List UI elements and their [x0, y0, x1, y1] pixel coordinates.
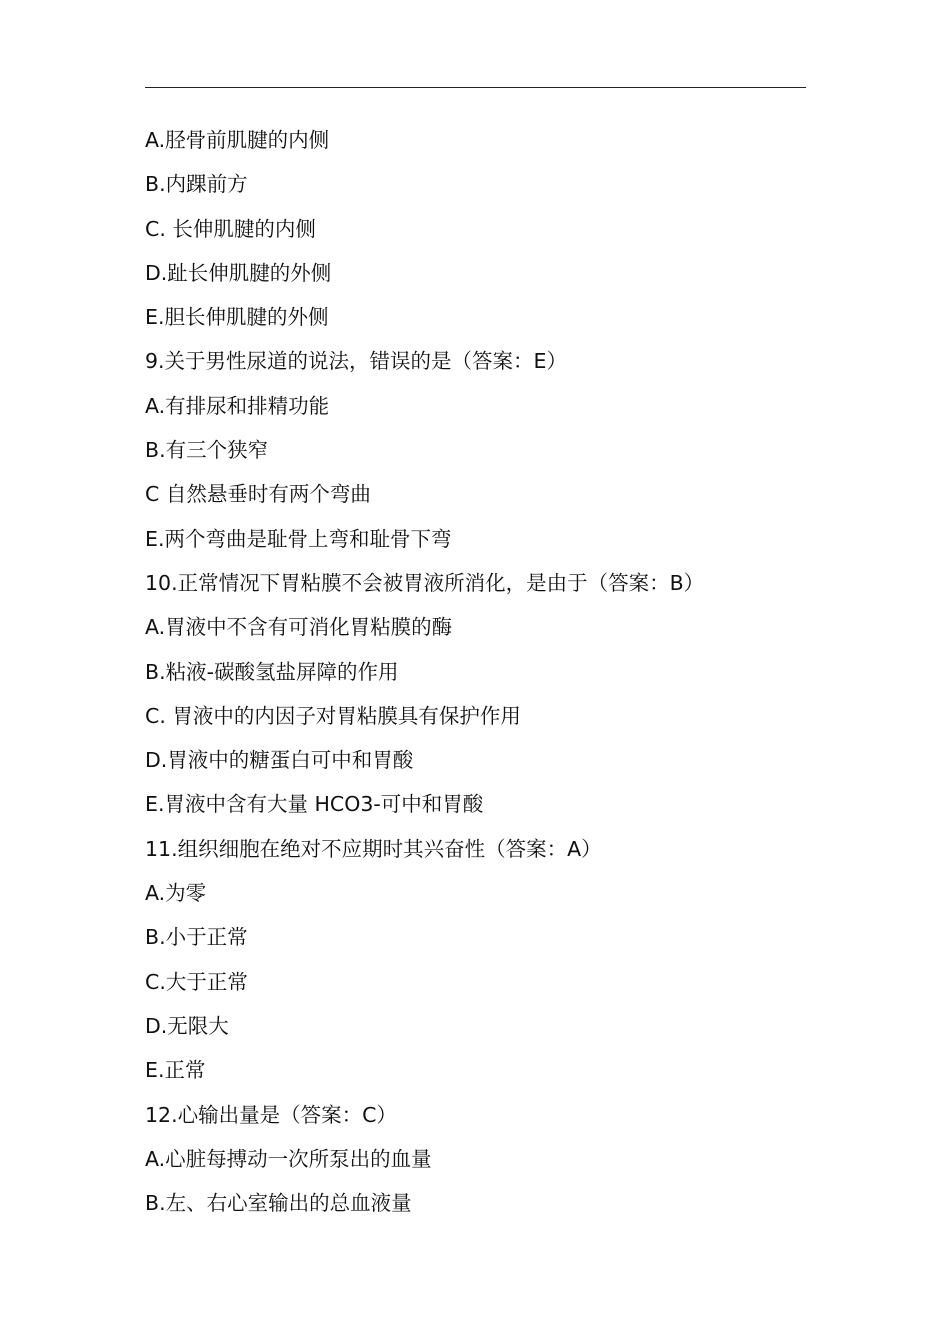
text-line: C. 长伸肌腱的内侧 [145, 216, 316, 241]
question-11: 11.组织细胞在绝对不应期时其兴奋性（答案：A） [145, 836, 602, 861]
text-line: C. 胃液中的内因子对胃粘膜具有保护作用 [145, 703, 521, 728]
header-rule [145, 87, 806, 88]
text-line: B.粘液-碳酸氢盐屏障的作用 [145, 659, 399, 684]
question-10: 10.正常情况下胃粘膜不会被胃液所消化，是由于（答案：B） [145, 570, 705, 595]
text-line: C.大于正常 [145, 969, 248, 994]
question-9: 9.关于男性尿道的说法，错误的是（答案：E） [145, 349, 568, 374]
text-line: B.内踝前方 [145, 172, 248, 197]
text-line: B.有三个狭窄 [145, 438, 269, 463]
text-line: B.小于正常 [145, 925, 248, 950]
text-line: A.心脏每搏动一次所泵出的血量 [145, 1146, 432, 1171]
text-line: B.左、右心室输出的总血液量 [145, 1191, 412, 1216]
text-line: C 自然悬垂时有两个弯曲 [145, 482, 371, 507]
text-line: E.正常 [145, 1058, 206, 1083]
text-line: D.胃液中的糖蛋白可中和胃酸 [145, 748, 414, 773]
document-body [145, 124, 806, 1231]
text-line: E.胆长伸肌腱的外侧 [145, 305, 329, 330]
text-line: D.无限大 [145, 1013, 229, 1038]
text-line: A.有排尿和排精功能 [145, 393, 330, 418]
text-line: A.胫骨前肌腱的内侧 [145, 128, 330, 152]
question-12: 12.心输出量是（答案：C） [145, 1102, 397, 1127]
text-line: D.趾长伸肌腱的外侧 [145, 260, 332, 285]
text-line: E.两个弯曲是耻骨上弯和耻骨下弯 [145, 526, 452, 551]
text-line: A.胃液中不含有可消化胃粘膜的酶 [145, 615, 453, 640]
text-line: E.胃液中含有大量 HCO3-可中和胃酸 [145, 792, 484, 817]
text-line: A.为零 [145, 881, 207, 906]
